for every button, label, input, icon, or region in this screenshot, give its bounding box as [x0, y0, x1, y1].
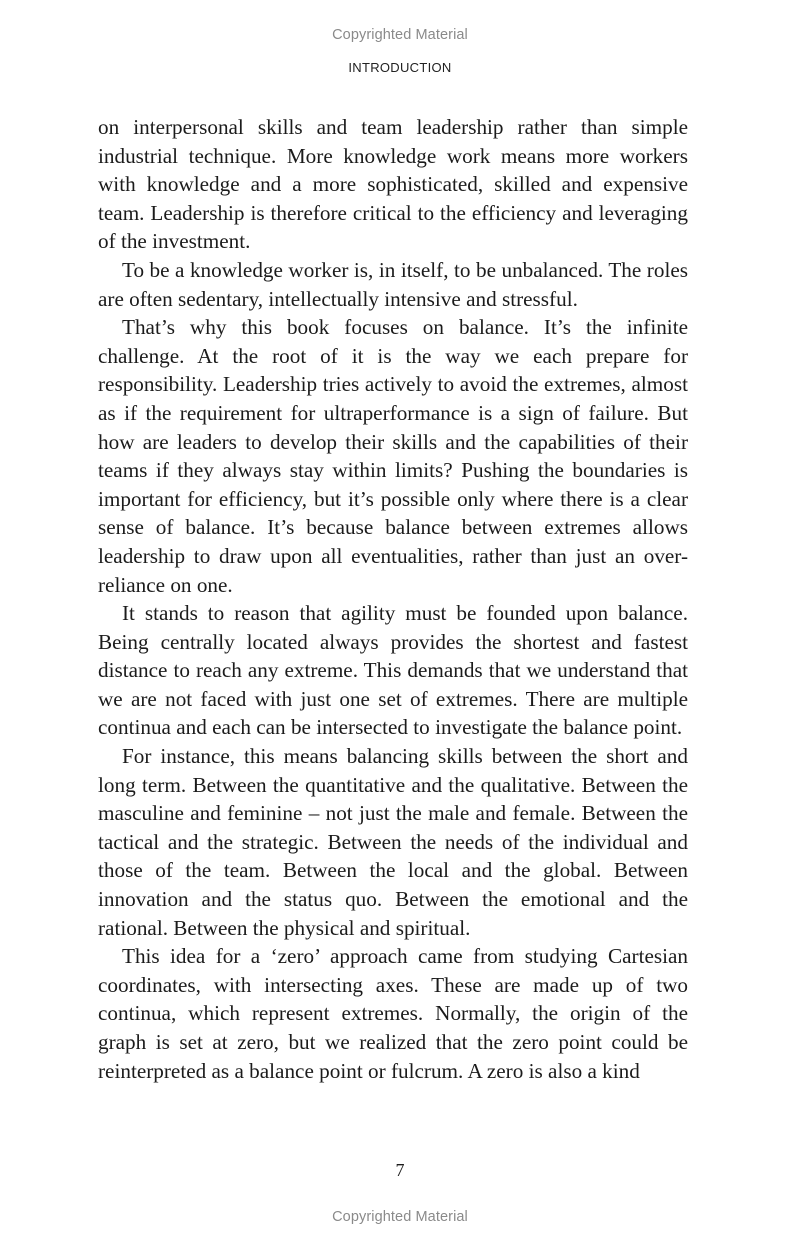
running-head: INTRODUCTION — [348, 60, 452, 75]
paragraph: on interpersonal skills and team leadership rather than simple industrial technique. More knowledge work means more workers with knowledge and a more sophisticated, skilled and expensive team. Leadership is therefore critical to the efficiency and leveraging of the investment. — [98, 115, 688, 254]
body-text — [98, 113, 688, 1085]
paragraph: To be a knowledge worker is, in itself, to be unbalanced. The roles are often sedentary, intellectually intensive and stressful. — [98, 257, 688, 311]
page-number: 7 — [395, 1160, 405, 1180]
paragraph: This idea for a ‘zero’ approach came from studying Cartesian coordinates, with intersecting axes. These are made up of two continua, which represent extremes. Normally, the origin of the graph is set at zero, but we realized that the zero point could be reinterpreted as a balance point or fulcrum. A zero is also a kind — [98, 944, 688, 1083]
paragraph: For instance, this means balancing skills between the short and long term. Between the quantitative and the qualitative. Between the masculine and feminine – not just the male and female. Between the tactical and the strategic. Between the needs of the individual and those of the team. Between the local and the global. Between innovation and the status quo. Between the emotional and the rational. Between the physical and spiritual. — [98, 744, 688, 940]
copyright-watermark-bottom: Copyrighted Material — [332, 1209, 468, 1225]
copyright-watermark-top: Copyrighted Material — [332, 27, 468, 43]
paragraph: That’s why this book focuses on balance. It’s the infinite challenge. At the root of it is the way we each prepare for responsibility. Leadership tries actively to avoid the extremes, almost as if the requirement for ultraperformance is a sign of failure. But how are leaders to develop their skills and the capabilities of their teams if they always stay within limits? Pushing the boundaries is important for efficiency, but it’s possible only where there is a clear sense of balance. It’s because balance between extremes allows leadership to draw upon all eventualities, rather than just an over-reliance on one. — [98, 315, 688, 597]
paragraph: It stands to reason that agility must be founded upon balance. Being centrally located always provides the shortest and fastest distance to reach any extreme. This demands that we understand that we are not faced with just one set of extremes. There are multiple continua and each can be intersected to investigate the balance point. — [98, 601, 688, 740]
